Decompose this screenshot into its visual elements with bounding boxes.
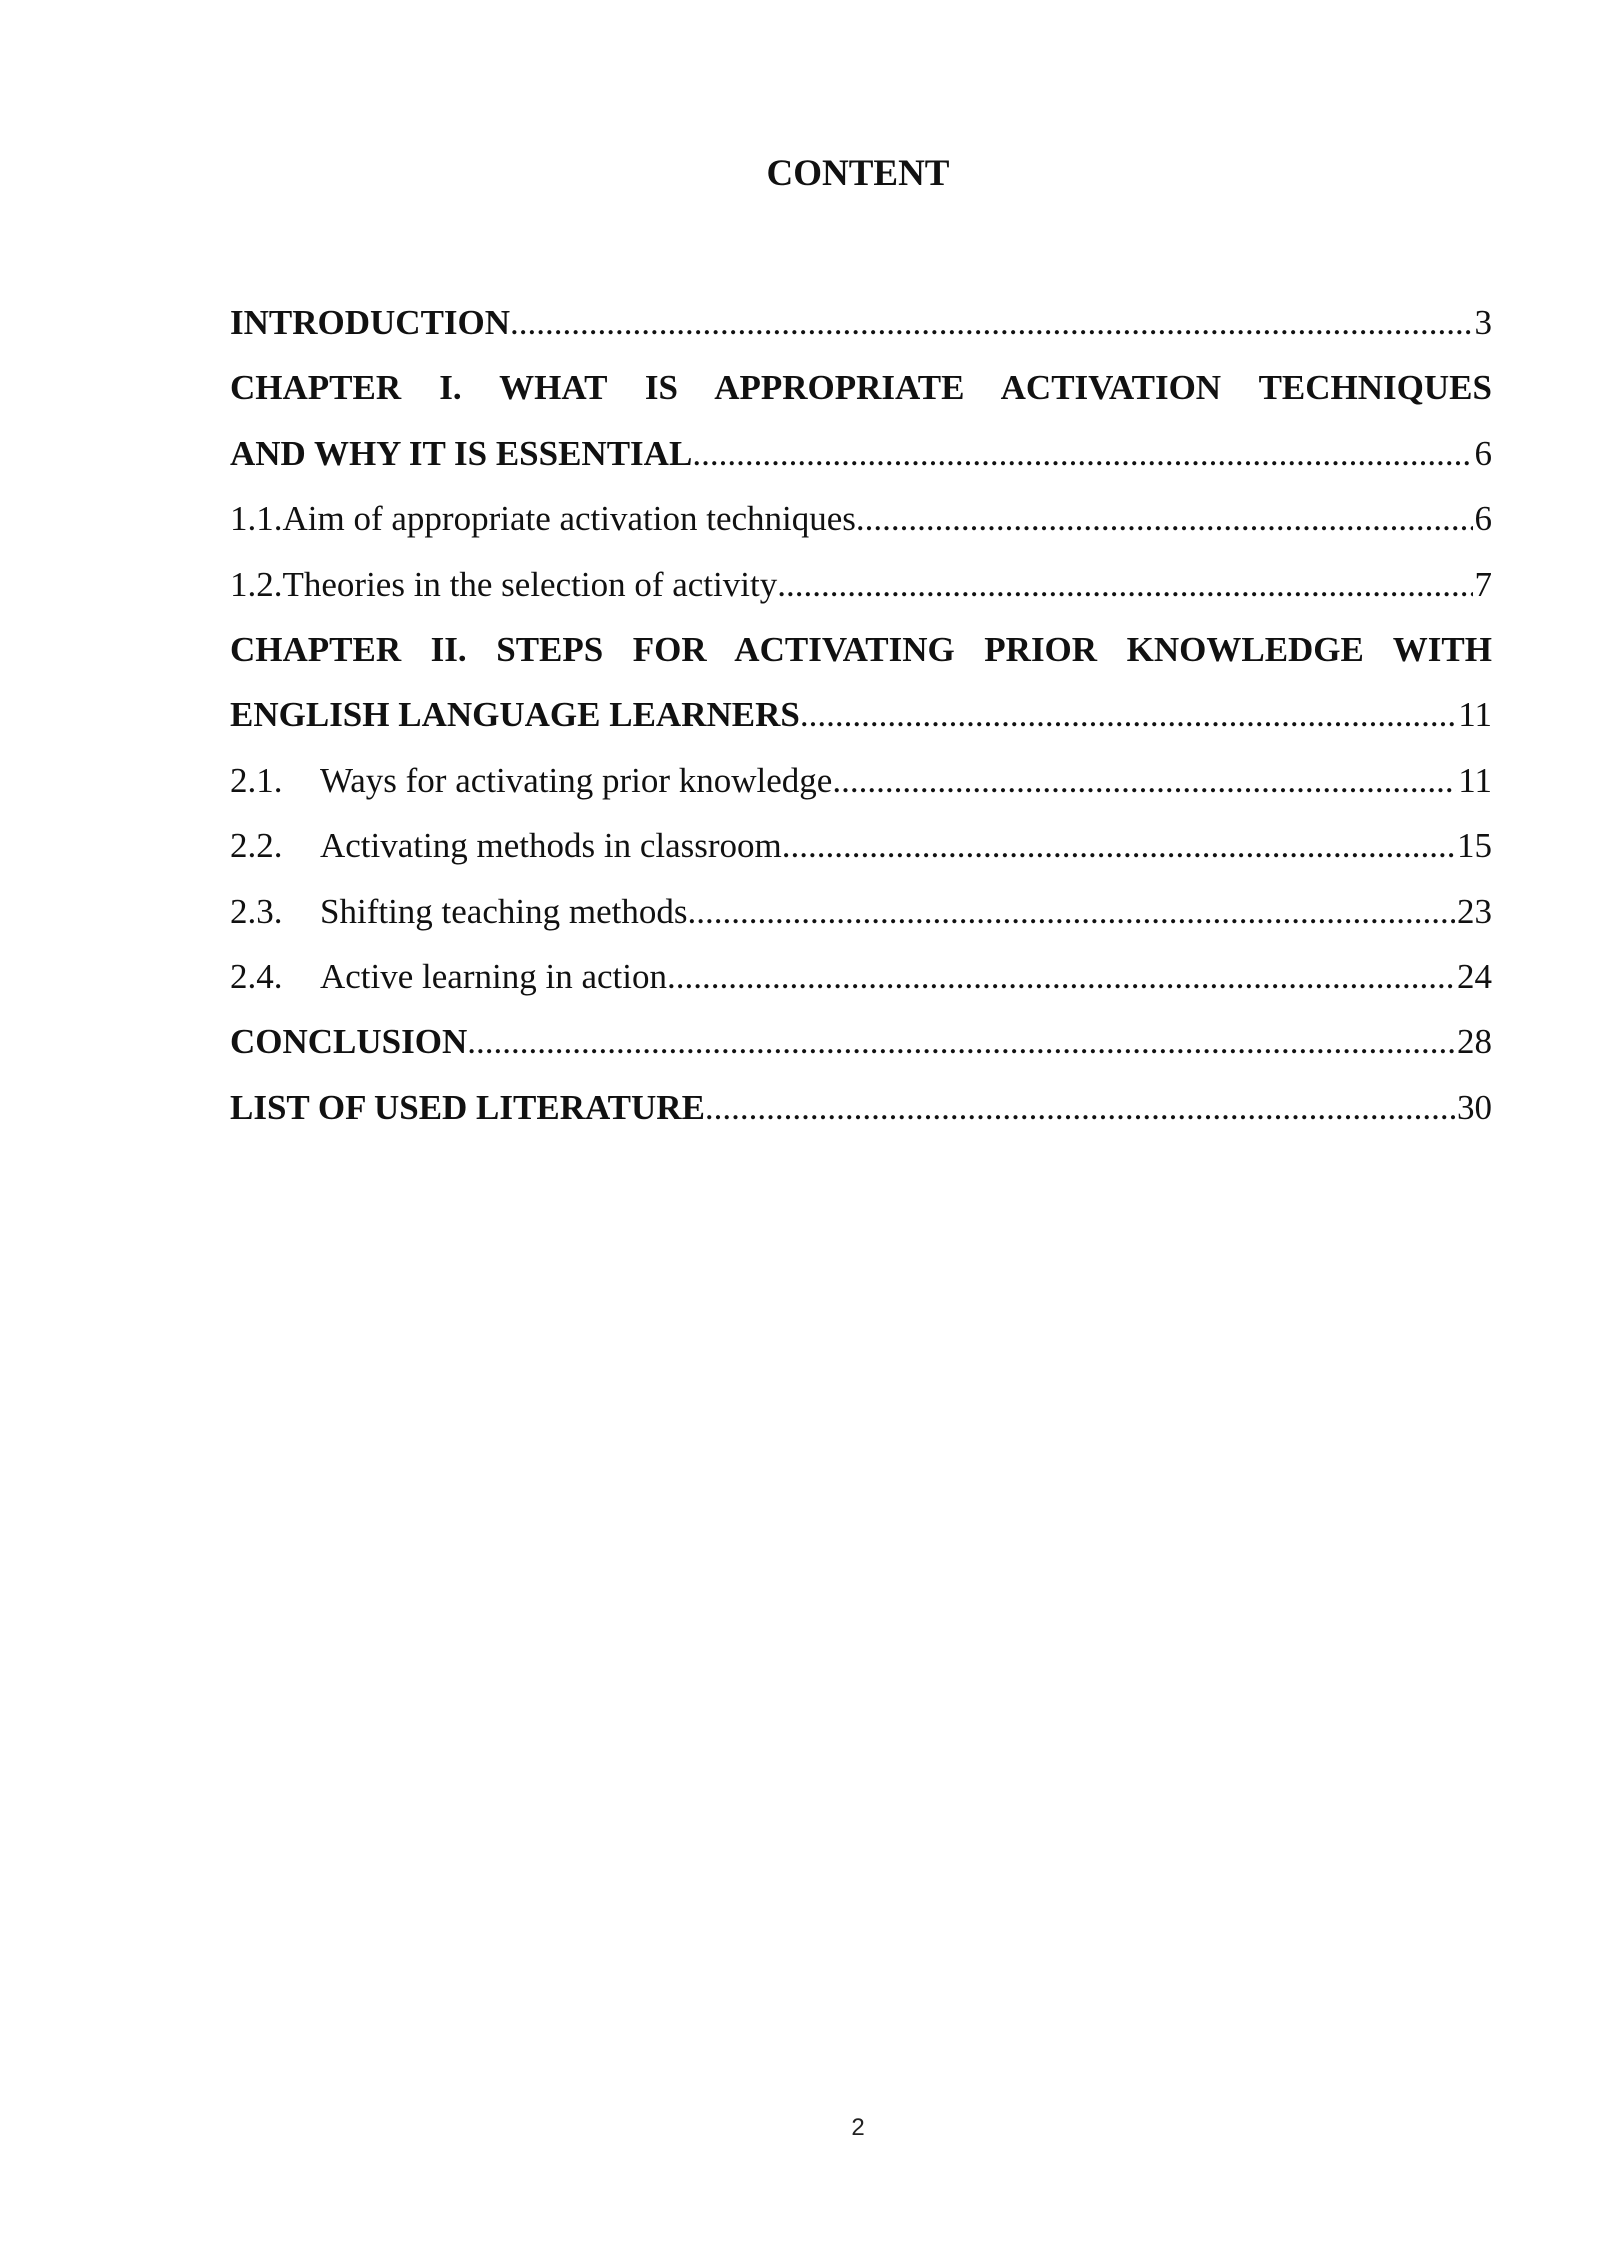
page-title: CONTENT (766, 153, 950, 194)
dot-leader (692, 421, 1472, 486)
dot-leader (782, 813, 1455, 878)
toc-entry-label: Activating methods in classroom (320, 826, 782, 866)
dot-leader (800, 682, 1456, 747)
toc-entry-number: 2.4. (230, 956, 283, 996)
toc-entry-section-2-1[interactable] (230, 748, 1492, 813)
toc-entry-section-2-3[interactable] (230, 879, 1492, 944)
toc-entry-page: 30 (1457, 1087, 1492, 1127)
toc-entry-page: 6 (1474, 499, 1492, 539)
page-number: 2 (851, 2114, 865, 2141)
toc-entry-page: 6 (1474, 433, 1492, 473)
toc-entry-page: 28 (1457, 1022, 1492, 1062)
toc-entry-label: Ways for activating prior knowledge (320, 760, 833, 800)
toc-entry-chapter-1-line-2[interactable] (230, 421, 1492, 486)
toc-entry-label: CONCLUSION (230, 1022, 468, 1062)
toc-entry-label: Shifting teaching methods (320, 891, 688, 931)
toc-entry-page: 24 (1457, 956, 1492, 996)
toc-entry-page: 3 (1474, 303, 1492, 342)
toc-entry-literature[interactable] (230, 1075, 1492, 1140)
toc-entry-chapter-2-line-1[interactable] (230, 617, 1492, 682)
toc-entry-label: INTRODUCTION (230, 303, 511, 342)
table-of-contents (230, 290, 1492, 1140)
dot-leader (510, 290, 1472, 355)
dot-leader (832, 748, 1456, 813)
toc-entry-label: LIST OF USED LITERATURE (230, 1087, 705, 1127)
toc-entry-number: 2.1. (230, 760, 283, 800)
toc-entry-number: 2.2. (230, 826, 283, 866)
dot-leader (777, 552, 1472, 617)
toc-entry-label: 1.1.Aim of appropriate activation techniques (230, 499, 856, 539)
toc-entry-section-2-2[interactable] (230, 813, 1492, 878)
dot-leader (467, 1009, 1455, 1074)
toc-entry-page: 23 (1457, 891, 1492, 931)
toc-entry-chapter-1-line-1[interactable] (230, 355, 1492, 420)
toc-entry-page: 15 (1457, 826, 1492, 866)
toc-entry-page: 11 (1458, 760, 1492, 800)
toc-entry-section-1-2[interactable] (230, 552, 1492, 617)
toc-entry-label: CHAPTER II. STEPS FOR ACTIVATING PRIOR KNOWLEDGE WITH (230, 629, 1492, 669)
toc-entry-chapter-2-line-2[interactable] (230, 682, 1492, 747)
toc-entry-conclusion[interactable] (230, 1009, 1492, 1074)
toc-entry-page: 11 (1458, 695, 1492, 735)
toc-entry-label: ENGLISH LANGUAGE LEARNERS (230, 695, 800, 735)
toc-entry-label: 1.2.Theories in the selection of activity (230, 564, 778, 604)
dot-leader (705, 1075, 1455, 1140)
dot-leader (856, 486, 1473, 551)
toc-entry-section-2-4[interactable] (230, 944, 1492, 1009)
toc-entry-section-1-1[interactable] (230, 486, 1492, 551)
toc-entry-label: Active learning in action (320, 956, 667, 996)
toc-entry-introduction[interactable] (230, 290, 1492, 355)
toc-entry-number: 2.3. (230, 891, 283, 931)
toc-entry-label: CHAPTER I. WHAT IS APPROPRIATE ACTIVATION TECHNIQUES (230, 368, 1492, 408)
toc-entry-label: AND WHY IT IS ESSENTIAL (230, 433, 693, 473)
dot-leader (667, 944, 1455, 1009)
dot-leader (687, 879, 1455, 944)
toc-entry-page: 7 (1474, 564, 1492, 604)
